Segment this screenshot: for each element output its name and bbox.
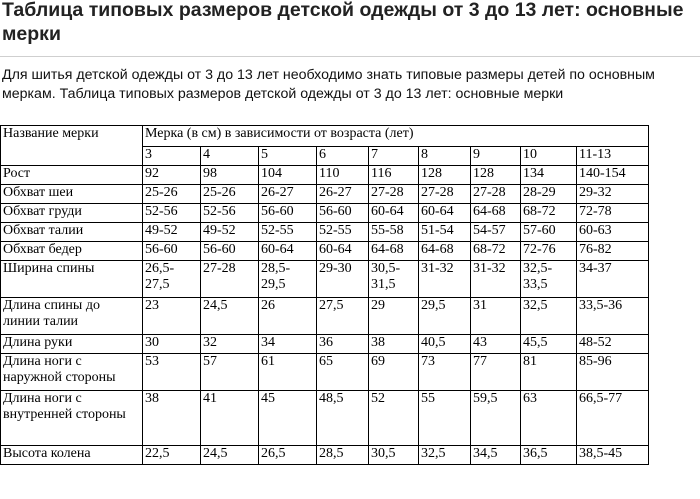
measure-value-cell: 56-60 (143, 242, 201, 261)
measure-value-cell: 140-154 (577, 166, 649, 185)
age-header-cell: 8 (419, 147, 471, 166)
table-row (1, 354, 649, 391)
table-row (1, 166, 649, 185)
table-row (1, 223, 649, 242)
measure-value-cell: 98 (201, 166, 259, 185)
measure-value-cell: 55-58 (369, 223, 419, 242)
measure-value-cell: 68-72 (521, 204, 577, 223)
measure-value-cell: 22,5 (143, 446, 201, 465)
measure-value-cell: 28,5-29,5 (259, 261, 317, 298)
measure-value-cell: 64-68 (471, 204, 521, 223)
measure-value-cell: 28-29 (521, 185, 577, 204)
measure-value-cell: 34,5 (471, 446, 521, 465)
measure-value-cell: 64-68 (369, 242, 419, 261)
measure-value-cell: 51-54 (419, 223, 471, 242)
age-header-cell: 4 (201, 147, 259, 166)
measure-value-cell: 27-28 (369, 185, 419, 204)
measure-value-cell: 69 (369, 354, 419, 391)
measure-value-cell: 52-56 (201, 204, 259, 223)
measure-value-cell: 36,5 (521, 446, 577, 465)
age-header-cell: 9 (471, 147, 521, 166)
measure-value-cell: 31-32 (419, 261, 471, 298)
measure-value-cell: 31-32 (471, 261, 521, 298)
table-row (1, 335, 649, 354)
page-title: Таблица типовых размеров детской одежды от 3 до 13 лет: основные мерки (2, 0, 684, 45)
measure-value-cell: 32 (201, 335, 259, 354)
measure-value-cell: 73 (419, 354, 471, 391)
table-row (1, 446, 649, 465)
measure-value-cell: 27-28 (419, 185, 471, 204)
measure-value-cell: 49-52 (201, 223, 259, 242)
measure-value-cell: 52-56 (143, 204, 201, 223)
measure-value-cell: 33,5-36 (577, 298, 649, 335)
measure-value-cell: 32,5 (521, 298, 577, 335)
measure-label-cell: Длина ноги с наружной стороны (1, 354, 143, 391)
measure-label-cell: Длина руки (1, 335, 143, 354)
measure-value-cell: 26,5 (259, 446, 317, 465)
measure-value-cell: 52 (369, 391, 419, 446)
measure-value-cell: 72-78 (577, 204, 649, 223)
measure-value-cell: 31 (471, 298, 521, 335)
measure-value-cell: 25-26 (143, 185, 201, 204)
measure-value-cell: 45 (259, 391, 317, 446)
measure-label-cell: Обхват талии (1, 223, 143, 242)
measure-value-cell: 57 (201, 354, 259, 391)
measure-value-cell: 52-55 (259, 223, 317, 242)
measure-value-cell: 65 (317, 354, 369, 391)
age-group-header: Мерка (в см) в зависимости от возраста (лет) (143, 126, 649, 147)
measure-value-cell: 77 (471, 354, 521, 391)
measure-value-cell: 27,5 (317, 298, 369, 335)
measure-value-cell: 92 (143, 166, 201, 185)
measure-value-cell: 38 (369, 335, 419, 354)
intro-paragraph: Для шитья детской одежды от 3 до 13 лет необходимо знать типовые размеры детей по основным меркам. Таблица типовых размеров детской одежды от 3 до 13 лет: основные мерки (2, 67, 655, 102)
measure-value-cell: 57-60 (521, 223, 577, 242)
measure-value-cell: 60-64 (419, 204, 471, 223)
age-header-cell: 6 (317, 147, 369, 166)
measure-value-cell: 26-27 (317, 185, 369, 204)
measure-value-cell: 29-32 (577, 185, 649, 204)
measure-value-cell: 27-28 (471, 185, 521, 204)
measure-value-cell: 40,5 (419, 335, 471, 354)
measure-value-cell: 26-27 (259, 185, 317, 204)
table-body (1, 126, 649, 465)
table-row (1, 261, 649, 298)
measure-value-cell: 41 (201, 391, 259, 446)
measure-value-cell: 28,5 (317, 446, 369, 465)
measure-value-cell: 116 (369, 166, 419, 185)
table-row (1, 391, 649, 446)
measure-value-cell: 27-28 (201, 261, 259, 298)
measure-value-cell: 49-52 (143, 223, 201, 242)
table-row (1, 185, 649, 204)
size-table (0, 125, 649, 465)
measure-label-cell: Обхват бедер (1, 242, 143, 261)
measure-value-cell: 56-60 (317, 204, 369, 223)
measure-value-cell: 134 (521, 166, 577, 185)
measure-value-cell: 36 (317, 335, 369, 354)
measure-value-cell: 34 (259, 335, 317, 354)
measure-value-cell: 48-52 (577, 335, 649, 354)
measure-label-cell: Обхват шеи (1, 185, 143, 204)
table-row (1, 242, 649, 261)
measure-value-cell: 56-60 (259, 204, 317, 223)
measure-value-cell: 43 (471, 335, 521, 354)
measure-label-cell: Рост (1, 166, 143, 185)
measure-value-cell: 72-76 (521, 242, 577, 261)
measure-value-cell: 128 (419, 166, 471, 185)
measure-value-cell: 76-82 (577, 242, 649, 261)
measure-value-cell: 85-96 (577, 354, 649, 391)
title-divider (0, 56, 700, 57)
measure-value-cell: 29,5 (419, 298, 471, 335)
measure-value-cell: 23 (143, 298, 201, 335)
measure-value-cell: 60-64 (259, 242, 317, 261)
measure-value-cell: 55 (419, 391, 471, 446)
measure-value-cell: 81 (521, 354, 577, 391)
measure-value-cell: 60-64 (369, 204, 419, 223)
measure-value-cell: 38,5-45 (577, 446, 649, 465)
measure-label-cell: Обхват груди (1, 204, 143, 223)
measure-value-cell: 29 (369, 298, 419, 335)
measure-value-cell: 48,5 (317, 391, 369, 446)
age-header-cell: 5 (259, 147, 317, 166)
measure-label-cell: Длина спины до линии талии (1, 298, 143, 335)
measure-value-cell: 26,5-27,5 (143, 261, 201, 298)
measure-value-cell: 68-72 (471, 242, 521, 261)
measure-value-cell: 32,5-33,5 (521, 261, 577, 298)
measure-value-cell: 61 (259, 354, 317, 391)
measure-value-cell: 25-26 (201, 185, 259, 204)
measure-value-cell: 26 (259, 298, 317, 335)
measure-value-cell: 110 (317, 166, 369, 185)
measure-value-cell: 104 (259, 166, 317, 185)
measure-value-cell: 38 (143, 391, 201, 446)
measure-name-header: Название мерки (1, 126, 143, 166)
measure-value-cell: 64-68 (419, 242, 471, 261)
measure-value-cell: 24,5 (201, 298, 259, 335)
age-header-cell: 11-13 (577, 147, 649, 166)
measure-value-cell: 29-30 (317, 261, 369, 298)
table-row (1, 298, 649, 335)
measure-value-cell: 56-60 (201, 242, 259, 261)
measure-value-cell: 54-57 (471, 223, 521, 242)
measure-value-cell: 59,5 (471, 391, 521, 446)
measure-label-cell: Высота колена (1, 446, 143, 465)
measure-value-cell: 45,5 (521, 335, 577, 354)
table-header-row (1, 126, 649, 147)
age-header-cell: 10 (521, 147, 577, 166)
measure-value-cell: 30,5 (369, 446, 419, 465)
measure-value-cell: 53 (143, 354, 201, 391)
measure-value-cell: 66,5-77 (577, 391, 649, 446)
age-header-cell: 3 (143, 147, 201, 166)
age-header-cell: 7 (369, 147, 419, 166)
measure-value-cell: 34-37 (577, 261, 649, 298)
measure-value-cell: 32,5 (419, 446, 471, 465)
measure-value-cell: 24,5 (201, 446, 259, 465)
measure-value-cell: 52-55 (317, 223, 369, 242)
measure-value-cell: 60-63 (577, 223, 649, 242)
measure-label-cell: Длина ноги с внутренней стороны (1, 391, 143, 446)
table-row (1, 204, 649, 223)
measure-value-cell: 30,5-31,5 (369, 261, 419, 298)
measure-value-cell: 30 (143, 335, 201, 354)
measure-value-cell: 63 (521, 391, 577, 446)
measure-value-cell: 60-64 (317, 242, 369, 261)
measure-label-cell: Ширина спины (1, 261, 143, 298)
measure-value-cell: 128 (471, 166, 521, 185)
